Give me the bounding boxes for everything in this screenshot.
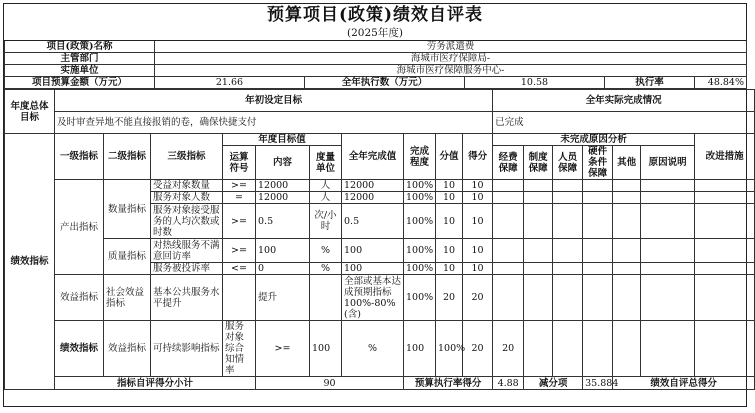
actual-cell: 全部或基本达成预期指标100%-80%(含)	[342, 275, 404, 321]
unit-cell: 人	[310, 180, 342, 192]
op-cell	[223, 275, 256, 321]
budget-label: 项目预算金额（万元）	[5, 77, 155, 89]
op-cell: >=	[223, 239, 256, 263]
col-score: 分值	[436, 134, 463, 180]
project-name-label: 项目(政策)名称	[5, 41, 155, 53]
actual-completion-header: 全年实际完成情况	[493, 90, 755, 112]
got-cell: 10	[463, 180, 493, 192]
col-improve: 改进措施	[695, 134, 755, 180]
op-cell: >=	[223, 180, 256, 192]
content-cell: 12000	[256, 192, 310, 204]
evaluation-form	[3, 3, 747, 407]
col-r-econ: 经费保障	[493, 146, 524, 180]
col-got: 得分	[463, 134, 493, 180]
ratio-cell: 100%	[404, 263, 436, 275]
initial-goal-text: 及时审查异地不能直接报销的卷，确保快捷支付	[55, 112, 493, 134]
l3-cell: 服务对象人数	[151, 192, 223, 204]
col-r-staff: 人员保障	[553, 146, 583, 180]
l3-cell: 基本公共服务水平提升	[151, 275, 223, 321]
got-cell: 10	[463, 263, 493, 275]
summary-row	[5, 377, 755, 390]
form-title: 预算项目(政策)绩效自评表	[266, 5, 484, 25]
l3-cell: 服务被投诉率	[151, 263, 223, 275]
score-cell: 10	[436, 180, 463, 192]
ratio-cell: 100%	[436, 321, 463, 377]
actual-cell: 12000	[342, 192, 404, 204]
table-row	[5, 180, 755, 192]
perf-indicator-label: 绩效指标	[5, 134, 55, 390]
col-content: 内容	[256, 146, 310, 180]
col-op: 运算符号	[223, 146, 256, 180]
col-actual: 全年完成值	[342, 134, 404, 180]
got-cell: 10	[463, 192, 493, 204]
benefit-indicator-label: 效益指标	[55, 275, 104, 321]
l3-cell: 对热线服务不满意回访率	[151, 239, 223, 263]
executed-label: 全年执行数（万元）	[305, 77, 465, 89]
op-cell: =	[223, 192, 256, 204]
dept-value: 海城市医疗保障局-	[155, 53, 747, 65]
col-lvl3: 三级指标	[151, 134, 223, 180]
rate-label: 执行率	[605, 77, 695, 89]
output-indicator-label: 产出指标	[55, 180, 104, 275]
unit-cell: 次/小时	[310, 204, 342, 239]
executed-value: 10.58	[465, 77, 605, 89]
got-cell: 10	[463, 239, 493, 263]
op-cell: >=	[256, 321, 310, 377]
l3-cell: 服务对象接受服务的人均次数或时数	[151, 204, 223, 239]
col-r-other: 其他	[613, 146, 641, 180]
actual-cell: 0.5	[342, 204, 404, 239]
got-cell: 10	[463, 204, 493, 239]
col-lvl2: 二级指标	[104, 134, 151, 180]
unit-cell: 人	[310, 192, 342, 204]
rate-value: 48.84%	[695, 77, 747, 89]
col-r-hw: 硬件条件保障	[583, 146, 613, 180]
initial-goal-header: 年初设定目标	[55, 90, 493, 112]
subtotal-label: 指标自评得分小计	[55, 377, 256, 390]
table-row	[5, 239, 755, 263]
content-cell: 提升	[256, 275, 310, 321]
project-name-value: 劳务派遣费	[155, 41, 747, 53]
l3-cell: 受益对象数量	[151, 180, 223, 192]
actual-cell: 12000	[342, 180, 404, 192]
ratio-cell: 100%	[404, 275, 436, 321]
l3-cell: 服务对象综合知情率	[223, 321, 256, 377]
unit-cell: %	[342, 321, 404, 377]
minus-label: 减分项	[524, 377, 583, 390]
indicator-table	[4, 89, 755, 390]
unit-cell: %	[310, 263, 342, 275]
score-cell: 10	[436, 192, 463, 204]
budget-score-label: 预算执行率得分	[404, 377, 493, 390]
col-r-sys: 制度保障	[524, 146, 553, 180]
budget-score-value: 4.88	[493, 377, 524, 390]
unit-cell	[310, 275, 342, 321]
project-info-table	[4, 41, 747, 89]
got-cell: 20	[493, 321, 524, 377]
actual-cell: 100	[342, 239, 404, 263]
content-cell: 0	[256, 263, 310, 275]
benefit-indicator-label-2: 效益指标	[104, 321, 151, 377]
got-cell: 20	[463, 275, 493, 321]
op-cell: <=	[223, 263, 256, 275]
annual-goal-label: 年度总体目标	[5, 90, 55, 134]
perf-indicator-label-2: 绩效指标	[55, 321, 104, 377]
table-row	[5, 275, 755, 321]
content-cell: 12000	[256, 180, 310, 192]
total-score-label: 绩效自评总得分	[613, 377, 755, 390]
score-cell: 20	[436, 275, 463, 321]
subtotal-value: 90	[256, 377, 404, 390]
score-cell: 10	[436, 204, 463, 239]
score-cell: 20	[463, 321, 493, 377]
sustain-indicator-label: 可持续影响指标	[151, 321, 223, 377]
unit-label: 实施单位	[5, 65, 155, 77]
score-cell: 10	[436, 239, 463, 263]
ratio-cell: 100%	[404, 239, 436, 263]
actual-cell: 100	[342, 263, 404, 275]
quality-indicator-label: 质量指标	[104, 239, 151, 275]
col-reason-group: 未完成原因分析	[493, 134, 695, 146]
form-year: (2025年度)	[4, 26, 746, 41]
col-target-group: 年度目标值	[223, 134, 342, 146]
actual-cell: 100	[404, 321, 436, 377]
content-cell: 100	[256, 239, 310, 263]
col-lvl1: 一级指标	[55, 134, 104, 180]
content-cell: 0.5	[256, 204, 310, 239]
col-r-desc: 原因说明	[641, 146, 695, 180]
content-cell: 100	[310, 321, 342, 377]
unit-cell: %	[310, 239, 342, 263]
budget-value: 21.66	[155, 77, 305, 89]
ratio-cell: 100%	[404, 180, 436, 192]
table-row	[5, 321, 755, 377]
quantity-indicator-label: 数量指标	[104, 180, 151, 239]
ratio-cell: 100%	[404, 192, 436, 204]
dept-label: 主管部门	[5, 53, 155, 65]
minus-value: 35.884	[583, 377, 613, 390]
social-benefit-label: 社会效益指标	[104, 275, 151, 321]
op-cell: >=	[223, 204, 256, 239]
actual-completion-text: 已完成	[493, 112, 755, 134]
ratio-cell: 100%	[404, 204, 436, 239]
col-unit: 度量单位	[310, 146, 342, 180]
col-ratio: 完成程度	[404, 134, 436, 180]
unit-value: 海城市医疗保障服务中心-	[155, 65, 747, 77]
score-cell: 10	[436, 263, 463, 275]
